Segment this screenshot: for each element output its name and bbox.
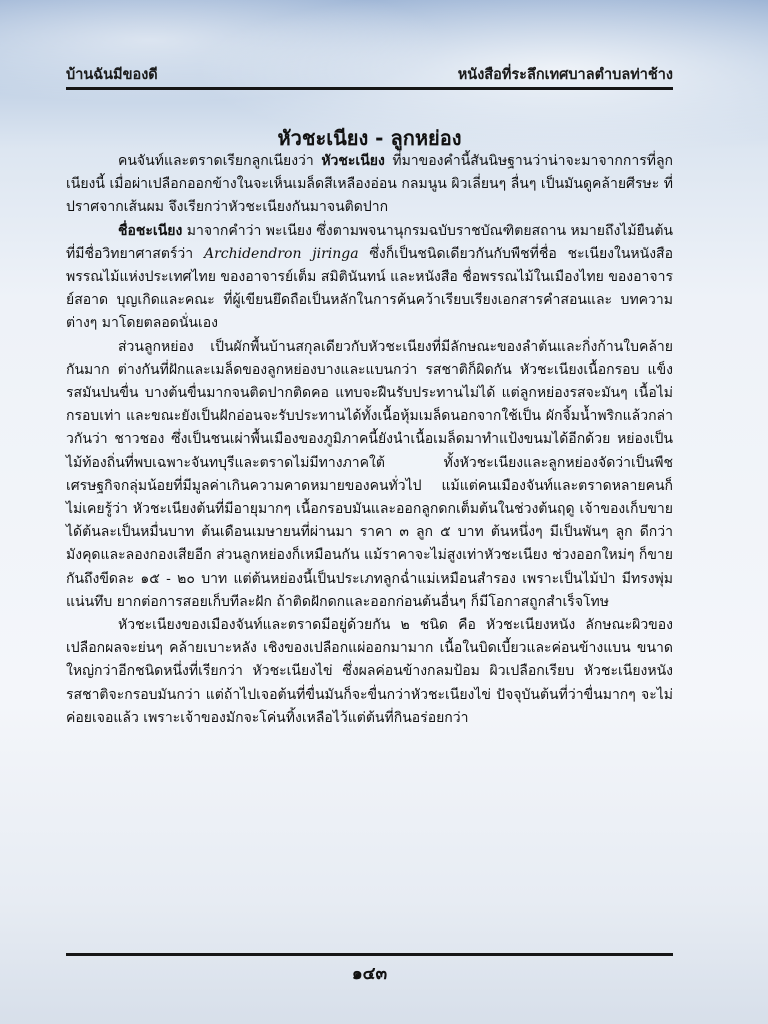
scientific-name: Archidendron jiringa	[203, 245, 359, 262]
article-title: หัวชะเนียง - ลูกหย่อง	[277, 126, 462, 150]
paragraph-1	[66, 150, 673, 220]
header-right-text: หนังสือที่ระลึกเทศบาลตำบลท่าช้าง	[457, 67, 673, 83]
paragraph-2	[66, 220, 673, 336]
paragraph-1-text-a: คนจันท์และตราดเรียกลูกเนียงว่า	[118, 153, 322, 169]
header-divider	[66, 87, 673, 90]
paragraph-1-text-b: ที่มาของคำนี้สันนิษฐานว่าน่าจะมาจากการที่ลูกเนียงนี้ เมื่อผ่าเปลือกออกข้างในจะเห็นเมล็ดสีเหลืองอ่อน กลมนูน ผิวเลี่ยนๆ ลื่นๆ เป็นมันดูคล้ายศีรษะ ที่ปราศจากเส้นผม จึงเรียกว่าหัวชะเนียงกันมาจนติดปาก	[66, 153, 673, 216]
footer-divider	[66, 953, 673, 956]
paragraph-4: หัวชะเนียงของเมืองจันท์และตราดมีอยู่ด้วยกัน ๒ ชนิด คือ หัวชะเนียงหนัง ลักษณะผิวของเปลือกผลจะย่นๆ คล้ายเบาะหลัง เชิงของเปลือกแผ่ออกมามาก เนื้อในบิดเบี้ยวและค่อนข้างแบน ขนาดใหญ่กว่าอีกชนิดหนึ่งที่เรียกว่า หัวชะเนียงไข่ ซึ่งผลค่อนข้างกลมป้อม ผิวเปลือกเรียบ หัวชะเนียงหนัง รสชาติจะกรอบมันกว่า แต่ถ้าไปเจอต้นที่ขื่นมันก็จะขื่นกว่าหัวชะเนียงไข่ ปัจจุบันต้นที่ว่าขื่นมากๆ จะไม่ค่อยเจอแล้ว เพราะเจ้าของมักจะโค่นทิ้งเหลือไว้แต่ต้นที่กินอร่อยกว่า	[66, 617, 673, 726]
header-left-text: บ้านฉันมีของดี	[66, 67, 158, 83]
running-header	[66, 64, 673, 86]
article-body	[66, 150, 673, 730]
paragraph-3: ส่วนลูกหย่อง เป็นผักพื้นบ้านสกุลเดียวกับหัวชะเนียงที่มีลักษณะของลำต้นและกิ่งก้านใบคล้ายกันมาก ต่างกันที่ฝักและเมล็ดของลูกหย่องบางและแบนกว่า รสชาติก็ผิดกัน หัวชะเนียงเนื้อกรอบ แข็ง รสมันปนขื่น บางต้นขื่นมากจนติดปากติดคอ แทบจะฝืนรับประทานไม่ได้ แต่ลูกหย่องรสจะมันๆ เนื้อไม่กรอบเท่า และขณะยังเป็นฝักอ่อนจะรับประทานได้ทั้งเนื้อหุ้มเมล็ดนอกจากใช้เป็น ผักจิ้มน้ำพริกแล้วกล่าวกันว่า ชาวชอง ซึ่งเป็นชนเผ่าพื้นเมืองของภูมิภาคนี้ยังนำเนื้อเมล็ดมาทำแป้งขนมได้อีกด้วย หย่องเป็นไม้ท้องถิ่นที่พบเฉพาะจันทบุรีและตราดไม่มีทางภาคใต้ ทั้งหัวชะเนียงและลูกหย่องจัดว่าเป็นพืชเศรษฐกิจกลุ่มน้อยที่มีมูลค่าเกินความคาดหมายของคนทั่วไป แม้แต่คนเมืองจันท์และตราดหลายคนก็ไม่เคยรู้ว่า หัวชะเนียงต้นที่มีอายุมากๆ เนื้อกรอบมันและออกลูกดกเต็มต้นในช่วงต้นฤดู เจ้าของเก็บขายได้ต้นละเป็นหมื่นบาท ต้นเดือนเมษายนที่ผ่านมา ราคา ๓ ลูก ๕ บาท ต้นหนึ่งๆ มีเป็นพันๆ ลูก ดีกว่ามังคุดและลองกองเสียอีก ส่วนลูกหย่องก็เหมือนกัน แม้ราคาจะไม่สูงเท่าหัวชะเนียง ช่วงออกใหม่ๆ ก็ขายกันถึงขีดละ ๑๕ - ๒๐ บาท แต่ต้นหย่องนี้เป็นประเภทลูกฉ่ำแม่เหมือนสำรอง เพราะเป็นไม้ป่า มีทรงพุ่มแน่นทึบ ยากต่อการสอยเก็บทีละฝัก ถ้าติดฝักดกและออกก่อนต้นอื่นๆ ก็มีโอกาสถูกสำเร็จโทษ	[66, 338, 673, 610]
term-chue-chaniang: ชื่อชะเนียง	[118, 222, 183, 239]
paragraph-2-text-b: ซึ่งก็เป็นชนิดเดียวกันกับพืชที่ชื่อ ชะเนียงในหนังสือพรรณไม้แห่งประเทศไทย ของอาจารย์เต็ม สมิตินันทน์ และหนังสือ ชื่อพรรณไม้ในเมืองไทย ของอาจารย์สอาด บุญเกิดและคณะ ที่ผู้เขียนยึดถือเป็นหลักในการค้นคว้าเรียบเรียงเอกสารคำสอนและ บทความต่างๆ มาโดยตลอดนั่นเอง	[66, 245, 673, 332]
page-number: ๑๔๓	[351, 964, 388, 984]
term-hua-chaniang: หัวชะเนียง	[321, 153, 385, 169]
paragraph-2-text-a: มาจากคำว่า พะเนียง ซึ่งตามพจนานุกรมฉบับราชบัณฑิตยสถาน หมายถึงไม้ยืนต้นที่มีชื่อวิทยาศาสตร์ว่า	[66, 222, 674, 262]
